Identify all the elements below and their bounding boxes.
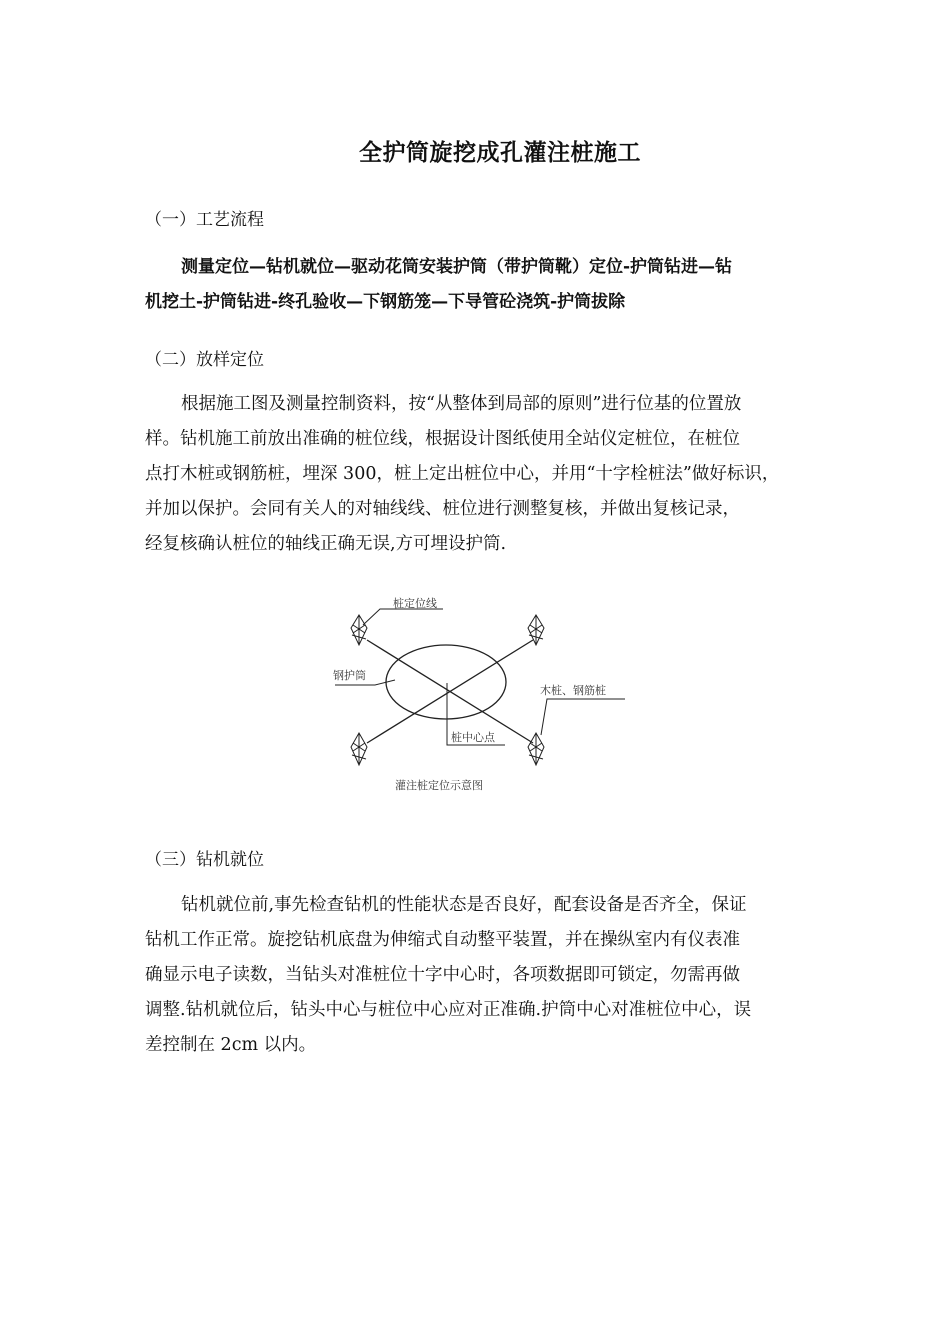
label-pile-center: 桩中心点 xyxy=(451,731,495,744)
paragraph-line: 样。钻机施工前放出准确的桩位线，根据设计图纸使用全站仪定桩位，在桩位 xyxy=(145,429,740,449)
stake-top-left xyxy=(351,615,367,645)
section-heading-rig-positioning: （三）钻机就位 xyxy=(145,850,264,870)
process-flow-paragraph xyxy=(145,250,825,320)
steel-casing-ellipse xyxy=(386,645,506,719)
paragraph-line: 机挖土-护筒钻进-终孔验收—下钢筋笼—下导管砼浇筑-护筒拔除 xyxy=(145,292,626,312)
stake-bottom-right xyxy=(528,733,544,765)
paragraph-line: 钻机工作正常。旋挖钻机底盘为伸缩式自动整平装置，并在操纵室内有仪表准 xyxy=(145,930,740,950)
pile-positioning-diagram xyxy=(325,595,635,800)
paragraph-line: 并加以保护。会同有关人的对轴线线、桩位进行测整复核，并做出复核记录， xyxy=(145,499,740,519)
paragraph-line: 差控制在 2cm 以内。 xyxy=(145,1035,317,1055)
label-pile-line: 桩定位线 xyxy=(393,597,437,610)
paragraph-line: 根据施工图及测量控制资料，按“从整体到局部的原则”进行位基的位置放 xyxy=(181,394,742,414)
paragraph-line: 钻机就位前,事先检查钻机的性能状态是否良好，配套设备是否齐全，保证 xyxy=(181,895,747,915)
label-wood-steel-pile: 木桩、钢筋桩 xyxy=(540,684,606,697)
paragraph-line: 点打木桩或钢筋桩，埋深 300，桩上定出桩位中心，并用“十字栓桩法”做好标识， xyxy=(145,464,780,484)
section-heading-layout: （二）放样定位 xyxy=(145,350,264,370)
rig-positioning-paragraph xyxy=(145,888,825,1063)
label-steel-casing: 钢护筒 xyxy=(333,669,366,682)
document-title: 全护筒旋挖成孔灌注桩施工 xyxy=(359,140,641,166)
paragraph-line: 测量定位—钻机就位—驱动花筒安装护筒（带护筒靴）定位-护筒钻进—钻 xyxy=(181,257,733,277)
paragraph-line: 确显示电子读数，当钻头对准桩位十字中心时，各项数据即可锁定，勿需再做 xyxy=(145,965,740,985)
stake-top-right xyxy=(528,615,544,645)
layout-paragraph xyxy=(145,387,825,562)
section-heading-process: （一）工艺流程 xyxy=(145,210,264,230)
paragraph-line: 调整.钻机就位后，钻头中心与桩位中心应对正准确.护筒中心对准桩位中心，误 xyxy=(145,1000,752,1020)
figure-caption: 灌注桩定位示意图 xyxy=(395,779,483,792)
stake-bottom-left xyxy=(351,733,367,765)
paragraph-line: 经复核确认桩位的轴线正确无误,方可埋设护筒. xyxy=(145,534,507,554)
